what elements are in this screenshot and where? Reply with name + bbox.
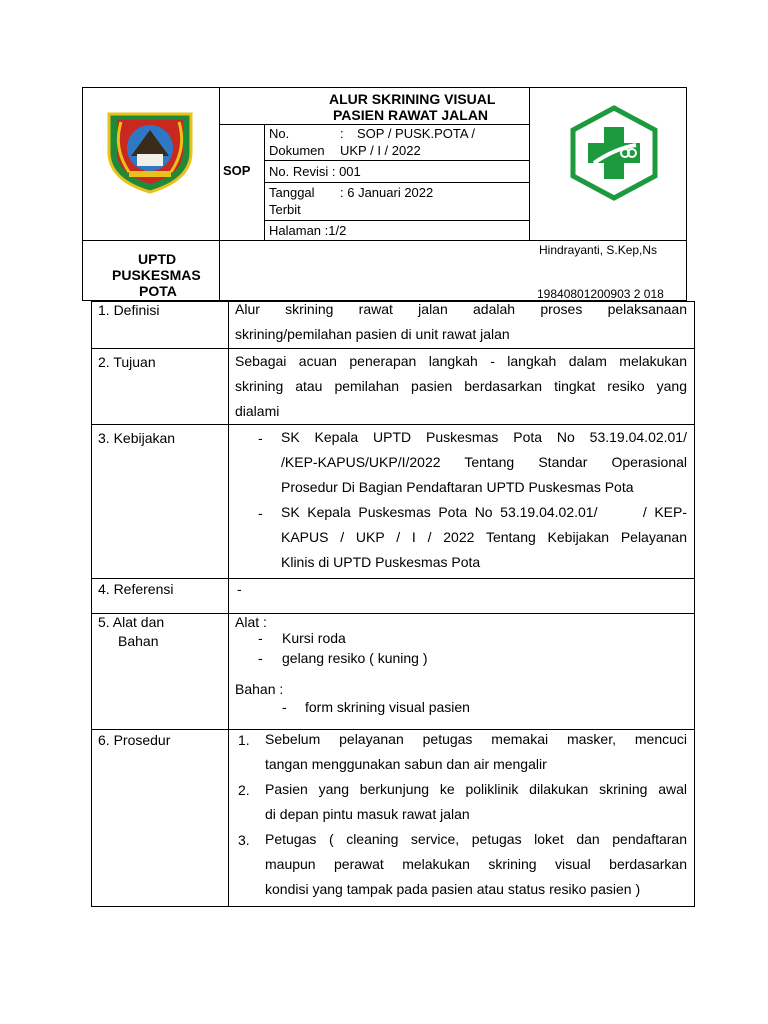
document-title-line2: PASIEN RAWAT JALAN <box>333 107 489 123</box>
prosedur-number: 1. <box>238 732 250 748</box>
doc-no-value2: UKP / I / 2022 <box>340 143 421 158</box>
kebijakan-bullet: - <box>258 505 263 521</box>
kebijakan-line: KAPUS / UKP / I / 2022 Tentang Kebijakan Pelayanan <box>281 529 687 545</box>
alat-bullet: - <box>258 650 263 666</box>
issue-date-label: Tanggal <box>269 185 315 200</box>
prosedur-label: 6. Prosedur <box>98 732 171 748</box>
alat-item: gelang resiko ( kuning ) <box>282 650 428 666</box>
doc-no-colon: : <box>340 126 344 141</box>
alat-label-line2: Bahan <box>118 633 159 649</box>
document-title-line1: ALUR SKRINING VISUAL <box>329 91 496 107</box>
doc-no-value: SOP / PUSK.POTA / <box>357 126 476 141</box>
prosedur-line: maupun perawat melakukan skrining visual berdasarkan <box>265 856 687 872</box>
prosedur-number: 2. <box>238 782 250 798</box>
prosedur-line: Sebelum pelayanan petugas memakai masker, mencuci <box>265 731 687 747</box>
bahan-bullet: - <box>282 699 287 715</box>
alat-title: Alat : <box>235 614 267 630</box>
regional-emblem <box>103 108 197 194</box>
alat-item: Kursi roda <box>282 630 346 646</box>
prosedur-line: tangan menggunakan sabun dan air mengalir <box>265 756 547 772</box>
kebijakan-line: SK Kepala UPTD Puskesmas Pota No 53.19.04.02.01/ <box>281 429 687 445</box>
alat-bullet: - <box>258 630 263 646</box>
definisi-line: Alur skrining rawat jalan adalah proses pelaksanaan <box>235 301 687 317</box>
prosedur-line: Petugas ( cleaning service, petugas loket dan pendaftaran <box>265 831 687 847</box>
signer-id: 19840801200903 2 018 <box>537 287 664 301</box>
kebijakan-item <box>281 500 687 575</box>
tujuan-line: skrining atau pemilahan pasien berdasarkan tingkat resiko yang <box>235 378 687 394</box>
sop-label: SOP <box>223 163 251 178</box>
referensi-label: 4. Referensi <box>98 581 174 597</box>
kebijakan-label: 3. Kebijakan <box>98 430 176 446</box>
tujuan-line: Sebagai acuan penerapan langkah - langkah dalam melakukan <box>235 353 687 369</box>
prosedur-line: di depan pintu masuk rawat jalan <box>265 806 470 822</box>
kebijakan-line: /KEP-KAPUS/UKP/I/2022 Tentang Standar Operasional <box>281 454 687 470</box>
signer-name: Hindrayanti, S.Kep,Ns <box>539 243 658 257</box>
prosedur-item <box>265 827 687 902</box>
kebijakan-line: Klinis di UPTD Puskesmas Pota <box>281 554 481 570</box>
definisi-line: skrining/pemilahan pasien di unit rawat jalan <box>235 326 510 342</box>
bahan-item: form skrining visual pasien <box>305 699 470 715</box>
prosedur-item <box>265 777 687 827</box>
kebijakan-item <box>281 425 687 500</box>
issue-date-label2: Terbit <box>269 202 301 217</box>
org-name-line1: UPTD <box>138 251 177 267</box>
bahan-title: Bahan : <box>235 681 284 697</box>
issue-date-value: : 6 Januari 2022 <box>340 185 434 200</box>
kebijakan-line: SK Kepala Puskesmas Pota No 53.19.04.02.01/ / KEP- <box>281 504 687 520</box>
prosedur-line: Pasien yang berkunjung ke poliklinik dilakukan skrining awal <box>265 781 687 797</box>
kebijakan-line: Prosedur Di Bagian Pendaftaran UPTD Puskesmas Pota <box>281 479 634 495</box>
definisi-text <box>235 297 687 347</box>
prosedur-item <box>265 727 687 777</box>
kebijakan-bullet: - <box>258 430 263 446</box>
referensi-value: - <box>237 581 242 597</box>
alat-label: 5. Alat dan <box>98 614 165 630</box>
tujuan-label: 2. Tujuan <box>98 354 156 370</box>
tujuan-line: dialami <box>235 403 280 419</box>
doc-no-label: No. <box>269 126 290 141</box>
puskesmas-logo <box>570 105 658 201</box>
org-name-line2: PUSKESMAS <box>112 267 201 283</box>
tujuan-text <box>235 349 687 424</box>
prosedur-line: kondisi yang tampak pada pasien atau status resiko pasien ) <box>265 881 641 897</box>
doc-no-label2: Dokumen <box>269 143 325 158</box>
page-number: Halaman :1/2 <box>269 223 347 238</box>
definisi-label: 1. Definisi <box>98 302 160 318</box>
org-name-line3: POTA <box>139 283 177 299</box>
prosedur-number: 3. <box>238 832 250 848</box>
revision-number: No. Revisi : 001 <box>269 164 361 179</box>
